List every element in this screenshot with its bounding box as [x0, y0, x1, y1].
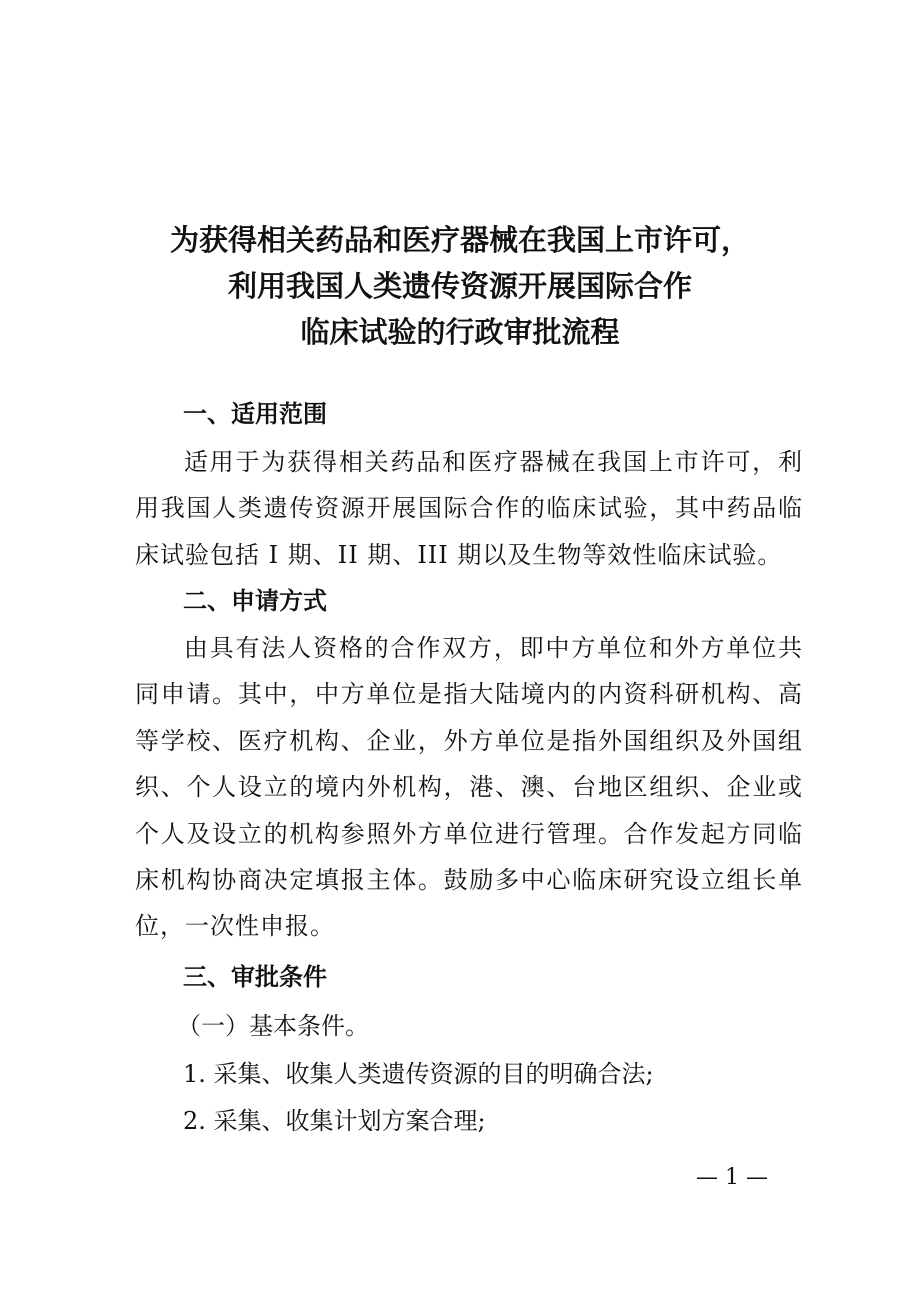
section-paragraph-scope [135, 439, 803, 578]
title-line-1: 为获得相关药品和医疗器械在我国上市许可， [169, 223, 750, 257]
application-text: 由具有法人资格的合作双方，即中方单位和外方单位共同申请。其中，中方单位是指大陆境内的内资科研机构、高等学校、医疗机构、企业，外方单位是指外国组织及外国组织、个人设立的境内外机构，港、澳、台地区组织、企业或个人及设立的机构参照外方单位进行管理。合作发起方同临床机构协商决定填报主体。鼓励多中心临床研究设立组长单位，一次性申报。 [135, 634, 803, 941]
title-line-3: 临床试验的行政审批流程 [300, 315, 620, 349]
condition-item-2: 2. 采集、收集计划方案合理; [183, 1107, 486, 1135]
condition-item-1: 1. 采集、收集人类遗传资源的目的明确合法; [183, 1060, 654, 1088]
section-heading-conditions: 三、审批条件 [183, 963, 327, 991]
section-heading-scope: 一、适用范围 [183, 400, 327, 428]
scope-text: 适用于为获得相关药品和医疗器械在我国上市许可，利用我国人类遗传资源开展国际合作的临床试验，其中药品临床试验包括 I 期、II 期、III 期以及生物等效性临床试验。 [135, 448, 803, 569]
page-number: — 1 — [696, 1165, 768, 1190]
section-heading-application: 二、申请方式 [183, 587, 327, 615]
subsection-basic-conditions: （一）基本条件。 [177, 1012, 369, 1040]
title-line-2: 利用我国人类遗传资源开展国际合作 [227, 269, 692, 303]
section-paragraph-application [135, 625, 803, 950]
